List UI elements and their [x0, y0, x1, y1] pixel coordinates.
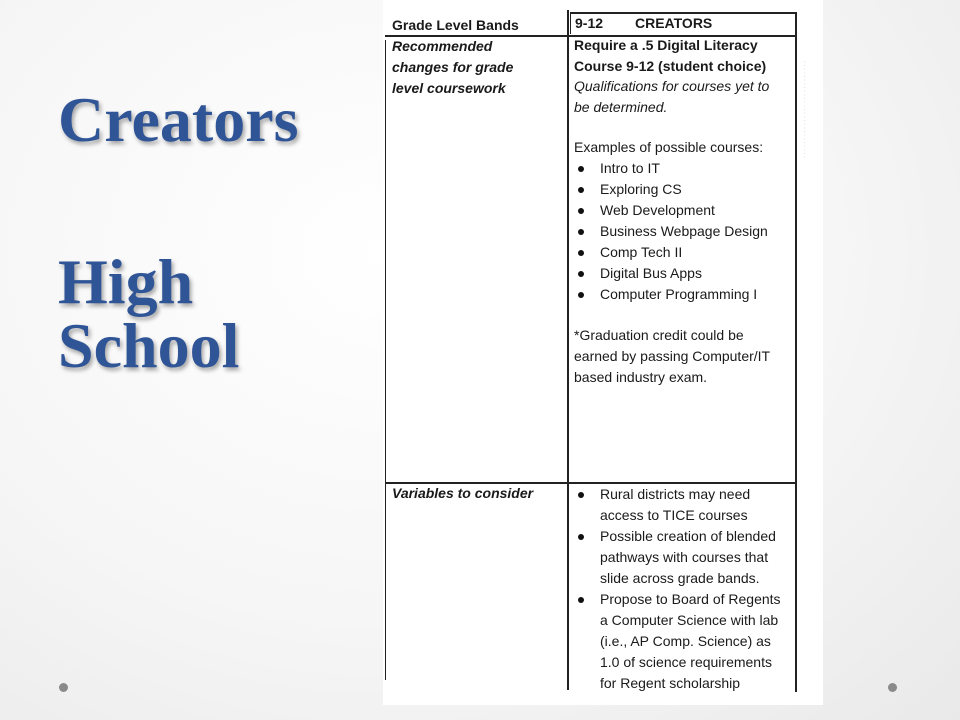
- title-high: High: [58, 246, 194, 317]
- scanned-document-table: [383, 0, 823, 705]
- table-divider: [567, 10, 569, 690]
- slide-title: [58, 84, 358, 381]
- decorative-dot-left: [59, 683, 68, 692]
- title-creators: Creators: [58, 84, 299, 155]
- table-right-border: [795, 12, 797, 692]
- table-right-edge: [570, 12, 571, 34]
- qualifications-text: Qualifications for courses yet to be determined.: [574, 78, 770, 115]
- graduation-credit-note: *Graduation credit could be earned by passing Computer/IT based industry exam.: [574, 327, 771, 385]
- title-school: School: [58, 310, 240, 381]
- header-grade-9-12: 9-12: [575, 15, 604, 31]
- list-item: Possible creation of blended pathways with courses that slide across grade bands.: [574, 526, 781, 589]
- requirement-text: Require a .5 Digital Literacy Course 9-12 (student choice): [574, 37, 767, 74]
- list-item: Propose to Board of Regents a Computer Science with lab (i.e., AP Comp. Science) as 1.0 of science requirements for Regent scholarship: [574, 589, 781, 694]
- list-item: Comp Tech II: [574, 242, 768, 263]
- list-item: Digital Bus Apps: [574, 263, 768, 284]
- header-grade-level-bands: Grade Level Bands: [392, 17, 519, 33]
- list-item: Exploring CS: [574, 179, 768, 200]
- examples-label: Examples of possible courses:: [574, 139, 764, 155]
- list-item: Rural districts may need access to TICE courses: [574, 484, 781, 526]
- label-recommended-changes: Recommended changes for grade level coursework: [392, 38, 514, 96]
- list-item: Intro to IT: [574, 158, 768, 179]
- label-variables-to-consider: Variables to consider: [392, 485, 534, 501]
- list-item: Computer Programming I: [574, 284, 768, 305]
- list-item: Business Webpage Design: [574, 221, 768, 242]
- header-creators: CREATORS: [635, 15, 713, 31]
- table-left-border: [385, 40, 386, 680]
- variables-list: [574, 484, 781, 694]
- bleed-through-text: ………………………: [801, 60, 813, 159]
- list-item: Web Development: [574, 200, 768, 221]
- decorative-dot-right: [888, 683, 897, 692]
- course-list: [574, 158, 768, 305]
